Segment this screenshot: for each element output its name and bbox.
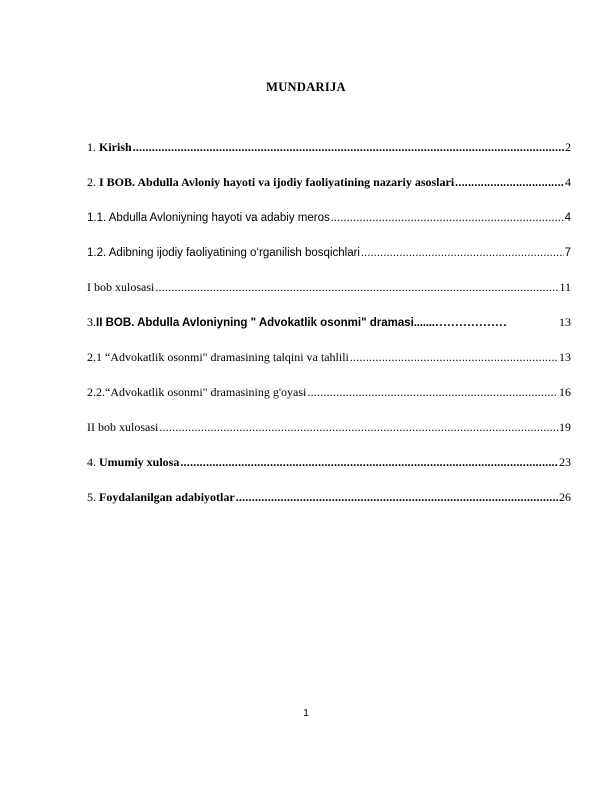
toc-entry-number: 2.2. — [87, 385, 105, 399]
toc-leader-dots — [155, 280, 558, 295]
page-title: MUNDARIJA — [266, 80, 346, 94]
toc-entry-chapter-1-summary — [87, 280, 571, 296]
toc-entry-title: Adibning ijodiy faoliyatining o‘rganilish bosqichlari — [108, 247, 360, 259]
toc-leader-dots — [350, 350, 558, 365]
toc-leader-dots — [307, 385, 558, 400]
toc-entry-title: I bob xulosasi — [87, 280, 155, 294]
toc-entry-page: 11 — [559, 280, 571, 294]
toc-leader-dots — [331, 210, 564, 225]
toc-entry-leader: .......……………… — [413, 315, 507, 329]
toc-leader-dots — [159, 420, 558, 435]
toc-entry-title: Abdulla Avloniyning hayoti va adabiy meros — [108, 212, 330, 224]
toc-entry-page: 4 — [565, 175, 571, 189]
toc-leader-dots — [455, 175, 564, 190]
toc-entry-page: 23 — [559, 455, 571, 469]
toc-entry-number: 1. — [87, 140, 96, 154]
toc-entry-1-2 — [87, 245, 571, 261]
toc-entry-chapter-2 — [87, 315, 571, 331]
toc-entry-kirish — [87, 140, 571, 156]
toc-entry-number: 3. — [87, 315, 96, 329]
toc-entry-title: Kirish — [99, 140, 132, 154]
toc-entry-title: II BOB. Abdulla Avloniyning " Advokatlik osonmi" dramasi — [96, 317, 414, 329]
toc-entry-title: Umumiy xulosa — [99, 455, 180, 469]
toc-entry-title: Foydalanilgan adabiyotlar — [99, 490, 235, 504]
toc-entry-title: “Advokatlik osonmi" dramasining talqini va tahlili — [105, 350, 349, 364]
table-of-contents — [87, 140, 571, 525]
toc-entry-chapter-2-summary — [87, 420, 571, 436]
toc-entry-page: 2 — [565, 140, 571, 154]
toc-entry-number: 5. — [87, 490, 96, 504]
toc-entry-2-2 — [87, 385, 571, 401]
toc-entry-title: I BOB. Abdulla Avloniy hayoti va ijodiy faoliyatining nazariy asoslari — [99, 175, 455, 189]
toc-entry-page: 16 — [559, 385, 571, 399]
toc-entry-page: 19 — [559, 420, 571, 434]
toc-entry-number: 1.1. — [87, 212, 107, 224]
toc-entry-2-1 — [87, 350, 571, 366]
toc-entry-number: 1.2. — [87, 247, 107, 259]
toc-entry-1-1 — [87, 210, 571, 226]
toc-entry-page: 4 — [564, 212, 571, 224]
toc-entry-page: 7 — [564, 247, 571, 259]
toc-entry-page: 13 — [559, 315, 571, 329]
toc-leader-dots — [180, 455, 558, 470]
toc-entry-number: 2. — [87, 175, 96, 189]
toc-entry-title: “Advokatlik osonmi" dramasining g'oyasi — [105, 385, 307, 399]
toc-leader-dots — [361, 245, 564, 260]
toc-entry-page: 26 — [559, 490, 571, 504]
toc-entry-page: 13 — [559, 350, 571, 364]
toc-entry-number: 4. — [87, 455, 96, 469]
toc-leader-dots — [133, 140, 564, 155]
toc-entry-number: 2.1 — [87, 350, 102, 364]
toc-entry-chapter-1 — [87, 175, 571, 191]
page-number: 1 — [303, 708, 309, 719]
toc-entry-title: II bob xulosasi — [87, 420, 159, 434]
toc-entry-references — [87, 490, 571, 506]
toc-leader-dots — [236, 490, 558, 505]
toc-entry-conclusion — [87, 455, 571, 471]
